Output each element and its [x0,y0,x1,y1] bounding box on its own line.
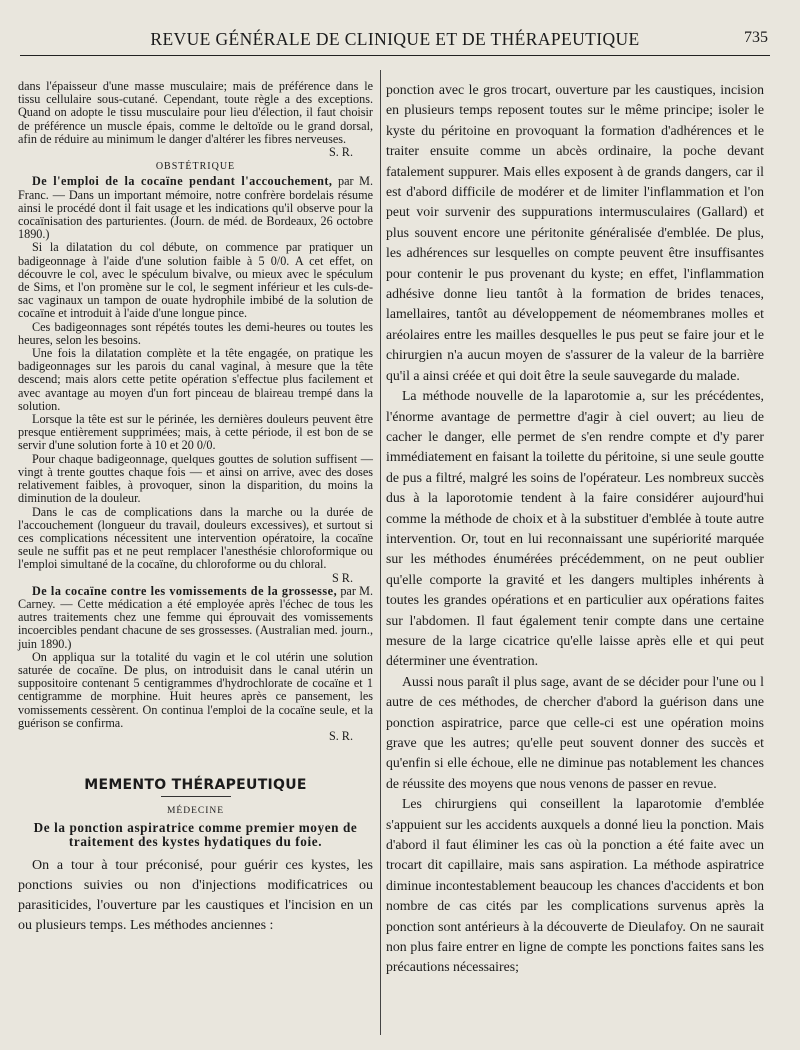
article-title: De la cocaïne contre les vomissements de la grossesse, [32,583,338,598]
article-cocaine-vomissements [18,585,373,651]
paragraph: Dans le cas de complications dans la marche ou la durée de l'accouchement (longueur du travail, douleurs excessives), et surtout si ces complications nécessitent une intervention opératoire, la cocaïne seule ne suffit pas et ne peut remplacer l'anesthésie chloroformique ou l'emploi simultané de la cocaïne, du chloroforme ou du chloral. [18,504,373,572]
memento-heading: MEMENTO THÉRAPEUTIQUE [84,777,307,794]
memento-rule [161,796,231,797]
paragraph: Si la dilatation du col débute, on commence par pratiquer un badigeonnage à l'aide d'une solution faible à 5 0/0. A cet effet, on découvre le col, avec le spéculum bivalve, ou mieux avec le spéculum de Sims, et l'on promène sur le col, le segment inférieur et les culs-de-sac vaginaux un tampon de ouate hydrophile imbibé de la solution de cocaïne et introduit à l'aide d'une longue pince. [18,240,373,321]
right-column [386,80,764,978]
left-column [18,80,373,936]
journal-title: REVUE GÉNÉRALE DE CLINIQUE ET DE THÉRAPEUTIQUE [150,29,640,49]
paragraph: La méthode nouvelle de la laparotomie a, sur les précédentes, l'énorme avantage de permettre d'agir à ciel ouvert; au lieu de cacher le danger, elle permet de s'en rendre compte et d'y parer immédiatement en faisant la toilette du péritoine, si une seule goutte de pus a filtré, malgré les soins de l'opérateur. Les nombreux succès dus à la laporotomie tendent à la faire considérer aujourd'hui comme la méthode de choix et à la substituer d'emblée à toute autre intervention. Or, tout en lui reconnaissant une supériorité marquée sur les méthodes énumérées précédemment, on ne peut oublier qu'elle comporte la gravité et les dangers multiples inhérents à toutes les grandes opérations et en particulier aux opérations faites sur l'abdomen. Il faut également tenir compte dans une certaine mesure de la large cicatrice qu'elle laisse après elle et qui peut déterminer une éventration. [386,388,764,669]
article-cocaine-accouchement [18,175,373,241]
article-intro: par M. Franc. — Dans un important mémoire, notre confrère bordelais résume ainsi le procédé dont il fait usage et les indications qu'il observe pour la cocaïnisation des parturientes. (Journ. de méd. de Bordeaux, 26 octobre 1890.) [18,174,373,242]
paragraph: Les chirurgiens qui conseillent la laparotomie d'emblée s'appuient sur les accidents auxquels a donné lieu la ponction. Mais d'abord il faut éliminer les cas où la ponction a été faite avec un trocart dit capillaire, mais sans aspiration. La méthode aspiratrice diminue incontestablement beaucoup les chances d'accidents et bon nombre de cas cités par les complications survenus après la ponction sont antérieurs à la découverte de Dieulafoy. On ne saurait non plus faire entrer en ligne de compte les ponctions faites sans les précautions nécessaires; [386,796,764,975]
column-divider [380,70,381,1035]
article-intro: par M. Carney. — Cette médication a été employée après l'échec de tous les autres traitements chez une femme qui éprouvait des vomissements incoercibles pendant chacune de ses grossesses. (Australian med. journ., juin 1890.) [18,583,374,651]
running-header [20,27,770,56]
author-signature: S R. [331,570,353,585]
paragraph: On appliqua sur la totalité du vagin et le col utérin une solution saturée de cocaïne. De plus, on introduisit dans le canal utérin un suppositoire contenant 5 centigrammes d'hydrochlorate de cocaïne et 1 centigramme de morphine. Huit heures après ce pansement, les vomissements cessèrent. On continua l'emploi de la cocaïne seule, et la guérison se confirma. [18,649,373,730]
page-number: 735 [744,29,768,46]
author-signature: S. R. [328,145,353,160]
section-heading-medecine: MÉDECINE [166,806,225,817]
paragraph: dans l'épaisseur d'une masse musculaire; mais de préférence dans le tissu cellulaire sous-cutané. Cependant, toute règle a des exceptions. Quand on adopte le tissu musculaire pour lieu d'élection, il faut choisir de préférence un muscle épais, comme le deltoïde ou le grand dorsal, afin de réduire au minimum le danger d'altérer les fibres nerveuses. [18,79,373,146]
section-heading-obstetrique: OBSTÉTRIQUE [155,161,236,173]
article-title: De l'emploi de la cocaïne pendant l'accouchement, [32,174,333,189]
paragraph: On a tour à tour préconisé, pour guérir ces kystes, les ponctions suivies ou non d'injections modificatrices ou parasiticides, l'ouverture par les caustiques et l'incision en un ou plusieurs temps. Les méthodes anciennes : [18,858,373,934]
paragraph: ponction avec le gros trocart, ouverture par les caustiques, incision en plusieurs temps reposent toutes sur le même principe; isoler le kyste du péritoine en provoquant la formation d'adhérences et le traiter ensuite comme un abcès ordinaire, la poche devant fatalement suppurer. Mais elles exposent à de grands dangers, car il est d'abord difficile de modérer et de limiter l'inflammation et l'on peut voir survenir des suppurations intermusculaires (Gallard) et plus souvent encore une péritonite généralisée d'emblée. De plus, les adhérences sur lesquelles on compte peuvent être insuffisantes pour contenir le pus provenant du kyste; en effet, l'inflammation adhésive donne lieu tantôt à la formation de brides tenaces, lamellaires, tantôt au développement de néomembranes molles et aréolaires entre les mailles desquelles le pus peut se faire jour et le chirurgien n'a aucun moyen de s'assurer de la valeur de la barrière qu'il a ainsi créée et qui doit être la seule sauvegarde du malade. [386,82,764,383]
paragraph: Lorsque la tête est sur le périnée, les dernières douleurs peuvent être presque entièrement supprimées; mais, à cette période, il est bon de se servir d'une solution forte à 10 et 20 0/0. [18,412,373,453]
paragraph: Aussi nous paraît il plus sage, avant de se décider pour l'une ou l autre de ces méthodes, de chercher d'abord la guérison dans une ponction aspiratrice, parce que celle-ci est une opération moins grave que les autres; qu'elle peut souvent donner des succès et qu'enfin si elle échoue, elle ne diminue pas notablement les chances de réussite des moyens que nous venons de passer en revue. [386,673,764,791]
author-signature: S. R. [328,728,353,743]
paragraph: Pour chaque badigeonnage, quelques gouttes de solution suffisent — vingt à trente gouttes chaque fois — et ainsi on arrive, avec des doses relativement faibles, à provoquer, sinon la disparition, du moins la diminution de la douleur. [18,451,373,506]
paragraph: Une fois la dilatation complète et la tête engagée, on pratique les badigeonnages sur les parois du canal vaginal, à mesure que la tête descend; mais alors cette petite opération s'effectue plus facilement et avec avantage au moyen d'un fort pinceau de blaireau trempé dans la solution. [18,346,373,413]
paragraph: Ces badigeonnages sont répétés toutes les demi-heures ou toutes les heures, selon les besoins. [18,319,373,347]
article-title-ponction: De la ponction aspiratrice comme premier moyen de traitement des kystes hydatiques du foie. [33,819,358,849]
